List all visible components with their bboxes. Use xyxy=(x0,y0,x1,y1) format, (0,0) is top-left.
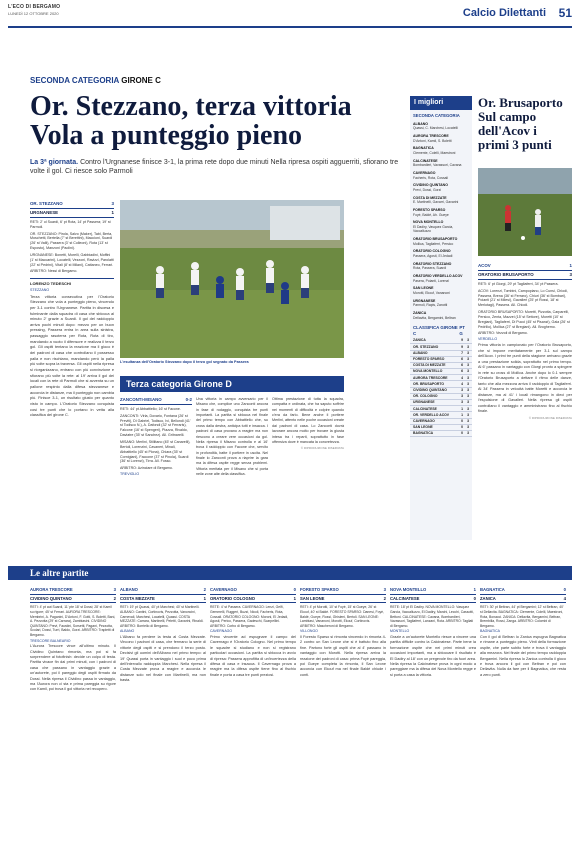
right-body: Prima vittoria in campionato per l'Oratorio Brusaporto, che si impone meritatamente per 3-1 sul campo dell'Acov. I primi tre punti della stagione arrivano grazie a una prestazione solida, soprattutto nel primo tempo. Al 6' passano in vantaggio con Giorgi pronto a spingere in rete su cross di Mollica. Anche dopo lo 0-1 sempre l'Oratorio Brusaporto a dettare il ritmo delle danze, tanto che alla mezzora arriva il raddoppio di Tagliaferri. Al 34' Passera in velocità batte Moretti e accorcia le distanze, ma al 41' i locali rimangono in dieci per l'espulsione di Gavalleri. Nella ripresa gli ospiti controllano il vantaggio e amministrano fino al fischio finale. xyxy=(478,343,572,414)
best-players-team: ORATORIO BRUSAPORTO xyxy=(413,237,458,242)
masthead-rule xyxy=(8,26,572,28)
standings-games: 3 xyxy=(467,418,469,423)
standings-values xyxy=(457,400,469,405)
group-d-result: 0-2 xyxy=(185,397,192,402)
right-score-away xyxy=(478,271,572,280)
right-lineup-home: ACOV: Lorenzi, Tombini, Campopiano, Lo Cunsi, Chiodi, Passera, Brena (36' st Ferraro), Chiuri (36' st Bombari), Poianti (21' st Milesi), Gavalleri (25' pt Rossi, 18' st Merlotagi), Passera. All. Chiodi. xyxy=(478,288,568,308)
other-match-home-team: AURORA TRESCORE xyxy=(30,587,73,592)
best-players-team: ORATORIO STEZZANO xyxy=(413,261,452,266)
other-match-home-score: 3 xyxy=(113,587,116,592)
article-deck xyxy=(30,158,400,177)
standings-team: BAGNATICA xyxy=(413,431,434,436)
other-matches-band xyxy=(8,566,572,580)
other-match-away-row xyxy=(210,595,296,604)
standings-values xyxy=(457,345,469,350)
best-players-team: AURORA TRESCORE xyxy=(413,133,449,138)
best-players-sidebar xyxy=(410,96,472,540)
page-number: 51 xyxy=(558,6,572,20)
right-home-score: 1 xyxy=(569,263,572,268)
standings-points: 7 xyxy=(461,350,463,355)
standings-games: 3 xyxy=(467,344,469,349)
group-d-credit: © RIPRODUZIONE RISERVATA xyxy=(300,446,344,451)
photo-caption: L'esultanza dell'Oratorio Stezzano dopo il terzo gol segnato da Passera xyxy=(120,360,249,364)
standings-team: OR. VERDELLO ACOV xyxy=(413,412,450,417)
other-match-place: ALBANO xyxy=(120,629,135,634)
other-match-body: Primo vincente ad espugnare il campo del Cavernago è l'Oratorio Cologno. Nel primo tempo le squadre si studiano e non si registrano particolari occasioni. La partita si sblocca in avvio di ripresa: Passera approfitta di un'incertezza della difesa di casa e insacca. Il Cavernago prova a reagire ma la difesa ospite tiene fino al fischio finale e porta a casa tre punti preziosi. xyxy=(210,635,296,677)
headline-line-2: Vola a punteggio pieno xyxy=(30,120,303,152)
other-match-place: MONTELLO xyxy=(390,629,410,634)
best-players-title: I migliori xyxy=(410,96,472,110)
best-players-names: Parmoli, Rapis, Zanotti xyxy=(413,303,448,308)
group-d-lineup-away: MISANO: Merlini, Stillitano (45' st Canarelli), Bertoli, Lorenzini, Cavaneri, Minali, Abbattiello (45' st Plona), Chiara (35' st Cornigiani), Faccone (37' st Pinola), Suardi (36' st Lorenzi), Tirra. All. Fosso. xyxy=(120,440,191,464)
standings-values xyxy=(457,431,469,436)
right-article-photo xyxy=(478,168,572,256)
best-players-team: ALBANO xyxy=(413,121,428,126)
best-players-list xyxy=(410,120,472,322)
other-match-away-row xyxy=(300,595,386,604)
right-home-team: ACOV xyxy=(478,263,491,268)
other-match-home-team: NOVA MONTELLO xyxy=(390,587,427,592)
other-match-away-row xyxy=(120,595,206,604)
author: LORENZO TEDESCHI xyxy=(30,278,114,286)
right-score-home xyxy=(478,262,572,271)
standings-points: 0 xyxy=(461,425,463,430)
dateline-place: STEZZANO xyxy=(30,287,50,292)
standings-values xyxy=(457,363,469,368)
other-match-home-score: 1 xyxy=(473,587,476,592)
right-lineup-away: ORATORIO BRUSAPORTO: Moretti, Pizzotta, Carparelli, Persico, Zenta, Mazzei (15' st Settore), Moretti (10' st Bregiani), Tagliaferri, Di Pucci (45' st Pisanzi), Gaia (26' st Pedrilio), Mollica (27' st Bregiani). All. Broghemo. xyxy=(478,310,570,329)
other-match-column xyxy=(480,586,566,678)
standings-values xyxy=(457,382,469,387)
standings-values xyxy=(457,407,469,412)
standings-team: CALCINATESE xyxy=(413,406,437,411)
section-title: Calcio Dilettanti xyxy=(462,7,546,19)
group-d-goals: RETI: 44' pt Abbattiello; 16' st Facone. xyxy=(120,406,181,411)
match-photo xyxy=(120,200,344,358)
standings-games: 3 xyxy=(467,363,469,368)
standings-row xyxy=(410,431,472,437)
other-match-away-team: SAN LEONE xyxy=(300,595,325,601)
best-players-team: CAVERNAGO xyxy=(413,170,436,175)
group-d-body-column-1 xyxy=(196,396,268,477)
best-players-names: D'Antoni, Kamil, S. Boletti xyxy=(413,138,452,143)
other-match-away-score: 2 xyxy=(113,595,116,601)
right-article-headline: Or. Brusaporto Sul campo dell'Acov i primi 3 punti xyxy=(478,95,563,153)
best-players-team: URGNANESE xyxy=(413,298,436,303)
standings-col-pt: PT xyxy=(459,325,465,331)
other-match-column xyxy=(210,586,296,678)
other-match-away-score: 2 xyxy=(383,595,386,601)
standings-values xyxy=(457,388,469,393)
standings-team: OR. BRUSAPORTO xyxy=(413,381,445,386)
standings-col-g: G xyxy=(459,331,463,337)
other-match-away-team: COSTA MEZZATE xyxy=(120,595,155,601)
group-d-body-column-2 xyxy=(272,396,344,450)
other-match-place: BAGNATICA xyxy=(480,629,500,634)
standings-points: 3 xyxy=(461,387,463,392)
standings-points: 4 xyxy=(461,381,463,386)
standings-points: 4 xyxy=(461,375,463,380)
right-away-team: ORATORIO BRUSAPORTO xyxy=(478,271,534,277)
other-match-details: RETI: 30' pt Beltran, 44' pt Bergamini; 12' st Beltran, 40' st Dellavita. BAGNATICA: Clemente, Colelli, Maestroni, Rota, Bonacci. ZANICA: Dellavita, Bergamini, Beltran, Brembilla, Rossi, Zanga. ARBITRO: Colombi di Bergamo. xyxy=(480,605,564,628)
group-d-scores-column xyxy=(120,396,192,477)
standings-points: 1 xyxy=(461,412,463,417)
headline-line-1: Or. Stezzano, terza vittoria xyxy=(30,91,352,122)
other-match-away-row xyxy=(30,595,116,604)
standings-values xyxy=(457,376,469,381)
deck-text: Contro l'Urgnanese finisce 3-1, la prima rete dopo due minuti Nella ripresa ospiti agguerriti, sfiorano tre volte il gol. Ci riesce solo Parmoli xyxy=(30,159,399,176)
standings-team: COSTA DI MEZZATE xyxy=(413,363,446,368)
goals-text: RETI: 2' ol Suardi, 6' pt Rota, 14' pt Passera; 19' st Parmoli. xyxy=(30,219,111,229)
standings-games: 3 xyxy=(467,381,469,386)
standings-values xyxy=(457,394,469,399)
score-row-home xyxy=(30,200,114,209)
standings-games: 3 xyxy=(467,412,469,417)
best-players-names: Morotti, Ekouf, Vananoni xyxy=(413,291,450,296)
standings-table xyxy=(410,338,472,437)
standings-values xyxy=(457,413,469,418)
best-players-team: CALCINATESE xyxy=(413,158,438,163)
best-players-team: BAGNATICA xyxy=(413,146,434,151)
standings-values xyxy=(457,419,469,424)
standings-games: 3 xyxy=(467,375,469,380)
referee: ARBITRO: Nessi di Bergamo. xyxy=(30,269,78,274)
standings-games: 3 xyxy=(467,400,469,405)
standings-games: 3 xyxy=(467,338,469,343)
standings-title: CLASSIFICA GIRONE C xyxy=(413,325,458,337)
other-match-away-team: ORATORIO COLOGNO xyxy=(210,595,255,601)
football-photo-illustration xyxy=(120,200,344,358)
standings-team: SAN LEONE xyxy=(413,425,433,430)
other-match-home-row xyxy=(300,586,386,595)
best-players-names: Previ, Dossi, Gorzi xyxy=(413,187,442,192)
best-players-names: Facheris, Rota, Cossali xyxy=(413,175,449,180)
other-match-away-score: 4 xyxy=(563,595,566,601)
other-match-place: CAVERNAGO xyxy=(210,629,233,634)
other-match-home-team: ALBANO xyxy=(120,587,138,592)
standings-header xyxy=(410,321,472,338)
standings-team: ALBANO xyxy=(413,350,428,355)
group-d-place: TREVIGLIO xyxy=(120,472,140,477)
article-body: Terza vittoria consecutiva per l'Oratorio Stezzano che vola a punteggio pieno, vincendo per 3-1 contro l'Urgnanese. Partita in discesa e fulminante dalla squadra di casa che sblocca al minuto 2' grazie a Suardi. Il gol del raddoppio arriva pochi minuti dopo: mezzo per un buon pressing, Passera entra in area sulla sinistra, passaggio rasoterra per Rota, Rota di tiro, mandando a vuoto il difensore e realizza il terzo gol. Gli ospiti tentano la reazione ma il gioco è dei padroni di casa che controllano il possesso palla e non rischiano, mandando però la palla più volte sopra la traversa. Gli ospiti nella ripresa si riorganizzano, entrano con più convinzione e sfiorano più volte la rete: al 19' arriva il gol dei locali con la rete di Parmoli che si avventa su un pallone respinto dalla difesa stezzanese e accorcia le distanze, ma il punteggio non cambia più. Finisce 3-1, un risultato giusto per quanto visto in campo. L'Oratorio Stezzano conquista così tre punti che lo portano in vetta alla classifica del girone C. xyxy=(30,293,114,418)
masthead xyxy=(8,4,572,26)
best-players-team: ZANICA xyxy=(413,310,427,315)
standings-points: 6 xyxy=(461,363,463,368)
best-players-names: E. Martinelli, Gavarri, Gavarini xyxy=(413,200,459,205)
standings-points: 0 xyxy=(461,431,463,436)
standings-team: AURORA TRESCORE xyxy=(413,375,448,380)
standings-games: 3 xyxy=(467,425,469,430)
standings-games: 3 xyxy=(467,387,469,392)
other-match-column xyxy=(390,586,476,678)
right-place: VERDELLO xyxy=(478,337,498,342)
other-match-details: RETE: 4' st Passera. CAVERNAGO: Lenzi, Gelfi, Gemmelli, Ruggeri, Buzzi, Nicoli, Facheris, Rota, Cossali. ORATORIO COLOGNO: Moroni, El Jedadi, Agosti, Perico, Passera, Gadeschi, Scarpellini. ARBITRO: Corbo di Bergamo. xyxy=(210,605,289,628)
standings-values xyxy=(457,338,469,343)
right-goals: RETI: 6' pt Giorgi, 29' pt Tagliaferri, 34' pt Passera. xyxy=(478,281,559,286)
other-match-column xyxy=(30,586,116,693)
standings-points: 9 xyxy=(461,344,463,349)
other-match-home-score: 0 xyxy=(563,587,566,592)
other-match-column xyxy=(120,586,206,684)
other-match-home-row xyxy=(210,586,296,595)
group-d-score xyxy=(120,396,192,405)
standings-values xyxy=(457,369,469,374)
best-players-names: Mollica, Tagliaferri, Persico xyxy=(413,241,454,246)
right-credit: © RIPRODUZIONE RISERVATA xyxy=(528,415,572,420)
away-team: URGNANESE xyxy=(30,209,59,215)
standings-team: OR. STEZZANO xyxy=(413,344,439,349)
other-match-away-team: CIVIDINO QUINTANO xyxy=(30,595,72,601)
home-team: OR. STEZZANO xyxy=(30,201,63,206)
other-match-place: TRESCORE BALNEARIO xyxy=(30,638,71,643)
group-d-banner: Terza categoria Girone D xyxy=(120,376,344,392)
standings-points: 3 xyxy=(461,400,463,405)
standings-points: 0 xyxy=(461,418,463,423)
kicker-category: SECONDA CATEGORIA xyxy=(30,76,120,85)
article-headline xyxy=(30,92,400,151)
standings-points: 6 xyxy=(461,357,463,361)
best-players-team: SAN LEONE xyxy=(413,286,434,291)
deck-lead: La 3ª giornata. xyxy=(30,159,79,166)
standings-points: 9 xyxy=(461,338,463,343)
other-match-home-team: BAGNATICA xyxy=(480,587,505,592)
article-kicker xyxy=(30,76,161,87)
other-match-details: RETI: 4' pt Morotti, 10' st Foyè, 15' st Gueye, 26' st Ekouf, 40' st Baldé. FORESTO SPARSO: Danesi, Foyè, Baldé, Gueye, Rossi, Ghisleni, Bertoli. SAN LEONE: Lambiasi, Vananoni, Morotti, Ekouf, Cortinovis. ARBITRO: Mascheroni di Bergamo. xyxy=(300,605,385,628)
best-players-team: ORATORIO VERDELLO ACOV xyxy=(413,274,463,279)
best-players-team: FORESTO SPARSO xyxy=(413,207,446,212)
other-match-home-row xyxy=(480,586,566,595)
group-d-lineup-home: ZANCONTI: Virla, Dovario, Fontana (26' st Previti), Di Gabriel, Todisco, Ivi, Bellondi (41' st Todisco N.), A. Dafondi (32' st Ferraris), Falcone (16' st Spengeri), Piazza, Rivaldo, Daviatre (35' st Sanchez). All. Gritnarelli. xyxy=(120,413,191,438)
other-match-home-score: 2 xyxy=(203,587,206,592)
other-match-home-row xyxy=(390,586,476,595)
standings-games: 3 xyxy=(467,431,469,436)
lineup-home: OR. STEZZANO: Pirola, Salvo (Maker), Tabl, Berta, Moschetti, Bertella (7' st Berettini), Maccioni, Suardi (26' st Valli), Passera (3' st Colleoni), Rota (13' st Esposto), Manzoni (Paolini). xyxy=(30,231,113,251)
standings-games: 3 xyxy=(467,394,469,399)
other-match-details: RETE: 18' pt El Dadiry. NOVA MONTELLO: Vasquez Garcia, Vaccalluzzo, El Dadiry, Marchi, Lecchi, Cassotti, Bettoni. CALCINATESE: Cavana, Bombardieri, Vavassori, Tagliaferri, Lanzani, Rota. ARBITRO: Tagliati di Bergamo. xyxy=(390,605,474,628)
score-row-away xyxy=(30,209,114,218)
standings-points: 3 xyxy=(461,394,463,399)
lineup-away: URGNANESE: Bonetti, Morelli, Gabbiadini, Moffini (1' st Maccarini), Locatelli, Vezzoni, Ravizzi, Parolatti (22' st Pedrini), Vitali (8' st Milani), Cattaneo, Ferrari. xyxy=(30,252,114,267)
best-players-team: NOVA MONTELLO xyxy=(413,220,444,225)
other-match-home-score: 0 xyxy=(293,587,296,592)
main-scorebox xyxy=(30,200,114,418)
issue-date: LUNEDÌ 12 OTTOBRE 2020 xyxy=(8,11,59,16)
group-d-match: ZANCONTI-MISANO xyxy=(120,397,162,402)
other-match-column xyxy=(300,586,386,678)
group-d-body-2: Ottima prestazione di tutta la squadra, compatta e ordinata, che ha saputo soffrire nei momenti di difficoltà e colpire quando c'era da farlo. Bene anche il portiere Merlini, attento nelle poche occasioni create dai padroni di casa. Lo Zanconti dovrà lavorare ancora molto per trovare la giusta intesa tra i reparti, soprattutto in fase offensiva dove è mancata la concretezza. xyxy=(272,397,344,444)
standings-values xyxy=(457,425,469,430)
standings-team: CIVIDINO QUINTANO xyxy=(413,387,447,392)
best-players-names: Rota, Passera, Suardi xyxy=(413,266,447,271)
standings-games: 3 xyxy=(467,357,469,361)
other-match-home-team: FORESTO SPARSO xyxy=(300,587,339,592)
standings-points: 6 xyxy=(461,369,463,374)
other-match-away-score: 1 xyxy=(293,595,296,601)
other-match-details: RETI: 4' pt aut Suardi, 11' pte 18' st Dossi; 28' st Kamil su rigore; 45' st Ferrari. AURORA TRESCORE: Membrini, A. Paganini, D'Antoni, F. Gotti, S. Boletti, Bani, A. Pezzotta (29' st Carrara), Zambiasini. CIVIDINO QUINTANO: Previ, Faustini, Sorsetti, Pagani, Pezzotta, Scolari, Dossi, Turri, Baldo, Gorzi. ARBITRO: Trapletti di Bergamo. xyxy=(30,605,116,637)
other-match-details: RETI: 19' pt Quassi, 40' pt Marchesi; 40' st Martinelli. ALBANO: Cantini, Cortinovis, Pezzotta, Vanoncini, Carnevali, Marchesi, Locatelli, Quassi. COSTA MEZZATE: Carrara, Martinelli, Peletti, Gavarini, Rinaldi. ARBITRO: Borriello di Bergamo. xyxy=(120,605,204,628)
standings-team: URGNANESE xyxy=(413,400,435,405)
kicker-group: GIRONE C xyxy=(121,76,161,85)
standings-games: 3 xyxy=(467,350,469,355)
away-score: 1 xyxy=(111,209,114,215)
other-match-home-score: 3 xyxy=(383,587,386,592)
group-d-body-1: Una vittoria in campo avversario per il Misano che, complice uno Zanconti ancora in fase di rodaggio, conquista tre punti importanti. La partita si sblocca nel finale del primo tempo con Abbattiello che, su cross dalla destra, anticipa tutti e insacca. I padroni di casa provano a reagire ma non riescono a creare vere occasioni da gol. Nella ripresa il Misano controlla e al 16' trova il raddoppio con Facone che, servito in profondità, batte il portiere in uscita. Nel finale lo Zanconti prova a riaprire la gara ma la difesa ospite regge senza problemi. Vittoria meritata per il Misano che si porta nelle zone alte della classifica. xyxy=(196,397,268,477)
football-photo-illustration-2 xyxy=(478,168,572,256)
other-match-away-row xyxy=(480,595,566,604)
other-match-body: L'Albano fa perdere la testa al Costa Mezzate. Vincono i padroni di casa, che fermano la serie di vittorie degli ospiti e si prendono il terzo posto. Decisivi gli uomini dell'Albano nel primo tempo: al 19' Quassi porta in vantaggio i suoi e poco prima dell'intervallo raddoppia Marchesi. Nella ripresa il Costa Mezzate prova a reagire e accorcia le distanze solo nel finale con Martinelli, ma non basta. xyxy=(120,635,206,683)
other-match-home-row xyxy=(30,586,116,595)
standings-team: OR. COLOGNO xyxy=(413,394,438,399)
best-players-team: CIVIDINO QUINTANO xyxy=(413,183,448,188)
standings-values xyxy=(457,351,469,356)
best-players-names: Clemente, Colelli, Maestroni xyxy=(413,151,456,156)
standings-points: 1 xyxy=(461,406,463,411)
best-players-names: El Dadiry, Vasquez Garcia, Vaccalluzzo xyxy=(413,224,454,234)
standings-games: 3 xyxy=(467,369,469,374)
standings-team: FORESTO SPARSO xyxy=(413,357,445,361)
best-players-names: Quassi, C. Marchesi, Locatelli xyxy=(413,126,458,131)
best-players-names: Dellavita, Bergamini, Beltran xyxy=(413,315,456,320)
best-players-names: Bombardieri, Vavassori, Cavana xyxy=(413,163,462,168)
other-match-home-row xyxy=(120,586,206,595)
standings-cols xyxy=(459,325,469,337)
other-match-away-score: 1 xyxy=(203,595,206,601)
group-d-referee: ARBITRO: Azinciare di Bergamo. xyxy=(120,466,173,471)
other-match-home-team: CAVERNAGO xyxy=(210,587,237,592)
other-match-away-row xyxy=(390,595,476,604)
other-match-body: Il Foresto Sparso si rimonta vincendo in rimonta 4-2 contro un San Leone che si è battuto fino alla fine. Partono forte gli ospiti che al 4' passano in vantaggio con Morotti. Nella ripresa arriva la reazione dei padroni di casa: prima Foyè pareggia, poi Gueye completa la rimonta, il San Leone accorcia con Ekouf ma nel finale Baldé chiude i conti. xyxy=(300,635,386,677)
right-away-score: 3 xyxy=(569,271,572,277)
other-match-away-team: CALCINATESE xyxy=(390,595,420,601)
best-players-names: Foyè, Baldé, Ah. Gueye xyxy=(413,212,449,217)
other-match-away-score: 0 xyxy=(473,595,476,601)
newspaper-name: L'ECO DI BERGAMO xyxy=(8,4,61,10)
other-match-away-team: ZANICA xyxy=(480,595,496,601)
other-match-place: VILLONGO xyxy=(300,629,318,634)
standings-team: NOVA MONTELLO xyxy=(413,369,443,374)
best-players-names: Pasera, Poianti, Lorenzi xyxy=(413,278,449,283)
best-players-category: SECONDA CATEGORIA xyxy=(413,113,460,118)
other-matches-title: Le altre partite xyxy=(30,568,89,578)
standings-team: CAVERNAGO xyxy=(413,418,435,423)
best-players-names: Passera, Agosti, El Jedadi xyxy=(413,254,453,259)
standings-games: 3 xyxy=(467,406,469,411)
right-article-text xyxy=(478,262,572,420)
other-match-body: Grazie a un'autorete Montello riesce a vincere una partita difficile contro la Calcinatese. Parte bene la formazione ospite che nei primi minuti crea occasioni importanti, ma a sbloccare il risultato è El Dadiry al 18' con un pregevole tiro da fuori area. Nella ripresa la Calcinatese prova in ogni modo a pareggiare ma la difesa del Nova Montello regge e si porta a casa la vittoria. xyxy=(390,635,476,677)
best-players-team: COSTA DI MEZZATE xyxy=(413,195,447,200)
home-score: 3 xyxy=(111,201,114,206)
standings-team: ZANICA xyxy=(413,338,426,343)
other-match-body: L'Aurora Trescore vince all'ultimo minuto. Il Cividino Quintano rimonta, ma poi si fa sorprendere al fotofinish: decide un colpo di testa. Partita vivace fin dai primi minuti, con i padroni di casa che passano in vantaggio grazie a un'autorete, poi il pareggio degli ospiti firmato da Dossi. Nella ripresa il Cividino passa in vantaggio, ma l'Aurora non ci sta e prima pareggia su rigore con Kamil, poi trova il gol vittoria nel recupero. xyxy=(30,644,116,692)
other-match-body: Con il gol di Beltran lo Zanica espugna Bagnatica e rimane a punteggio pieno. Vinti della formazione ospite, che parte subito forte e trova il vantaggio alla mezzora. Nel finale del primo tempo raddoppia Bergamini. Nella ripresa lo Zanica controlla il gioco e trova ancora il gol con Beltran e poi con Dellavita. Nulla da fare per il Bagnatica, che resta a zero punti. xyxy=(480,635,566,677)
right-referee: ARBITRO: Vezzoli di Bergamo. xyxy=(478,331,528,336)
best-players-team: ORATORIO COLOGNO xyxy=(413,249,451,254)
standings-values xyxy=(457,357,469,362)
